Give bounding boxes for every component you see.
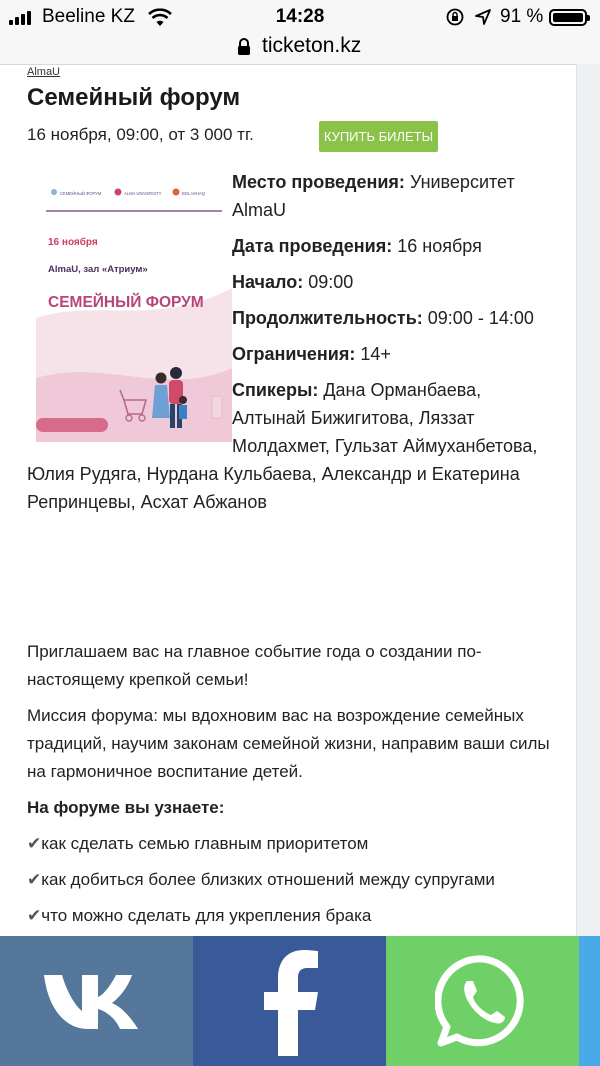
event-details [27,168,557,524]
detail-date-label: Дата проведения: [232,236,393,256]
share-bar [0,936,600,1066]
facebook-icon [260,946,320,1056]
checkmark-icon: ✔ [27,834,42,853]
list-item-text: что можно сделать для укрепления брака [41,906,372,925]
list-item [27,830,567,858]
clock: 14:28 [275,6,325,27]
detail-duration-value: 09:00 - 14:00 [422,308,534,328]
poster-logo-1: СЕМЕЙНЫЙ ФОРУМ [60,191,102,196]
battery-percent: 91 % [500,6,544,27]
share-vk-button[interactable] [0,936,193,1066]
detail-speakers-value: Дана Орманбаева, Алтынай Бижигитова, Ляззат Молдахмет, Гульзат Аймуханбетова, Юлия Рудяга, Нурдана Кульбаева, Александр и Екатерина Репринцевы, Асхат Абжанов [27,380,538,512]
description-mission: Миссия форума: мы вдохновим вас на возрождение семейных традиций, научим законам семейной жизни, направим ваши силы на гармоничное воспитание детей. [27,706,550,781]
detail-duration-label: Продолжительность: [232,308,423,328]
detail-restriction-label: Ограничения: [232,344,356,364]
share-facebook-button[interactable] [193,936,386,1066]
share-more-button[interactable] [579,936,600,1066]
event-description [27,638,567,938]
share-whatsapp-button[interactable] [386,936,579,1066]
rotation-lock-icon [446,8,464,26]
poster-date: 16 ноября [48,237,98,248]
address-bar[interactable] [0,34,600,65]
list-item [27,902,567,930]
breadcrumb-link[interactable]: AlmaU [27,66,61,78]
description-intro: Приглашаем вас на главное событие года о создании по-настоящему крепкой семьи! [27,642,482,689]
event-date-price: 16 ноября, 09:00, от 3 000 тг. [27,125,254,144]
lock-icon [236,36,252,58]
list-item-text: как добиться более близких отношений между супругами [41,870,495,889]
detail-date-value: 16 ноября [392,236,482,256]
page-margin [576,64,600,944]
detail-start-value: 09:00 [303,272,354,292]
poster-heading: СЕМЕЙНЫЙ ФОРУМ [48,294,204,311]
buy-tickets-button[interactable]: КУПИТЬ БИЛЕТЫ [319,121,438,152]
status-bar [0,0,600,34]
checkmark-icon: ✔ [27,906,42,925]
battery-icon [549,9,587,26]
location-arrow-icon [474,8,492,26]
detail-venue-value: Университет AlmaU [232,172,515,220]
url-text[interactable]: ticketon.kz [262,34,362,57]
page-title: Семейный форум [27,84,241,111]
poster-venue: AlmaU, зал «Атриум» [48,264,148,275]
learn-heading: На форуме вы узнаете: [27,798,225,817]
list-item [27,866,567,894]
detail-restriction-value: 14+ [355,344,391,364]
checkmark-icon: ✔ [27,870,42,889]
poster-logo-2: ALMA UNIVERSITY [124,191,162,196]
list-item-text: как сделать семью главным приоритетом [41,834,369,853]
carrier-name: Beeline KZ [42,6,135,27]
whatsapp-icon [435,953,531,1049]
detail-start-label: Начало: [232,272,304,292]
detail-venue-label: Место проведения: [232,172,405,192]
detail-speakers-label: Спикеры: [232,380,319,400]
vk-icon [42,969,152,1033]
poster-logo-3: BOLASHAQ [182,191,206,196]
